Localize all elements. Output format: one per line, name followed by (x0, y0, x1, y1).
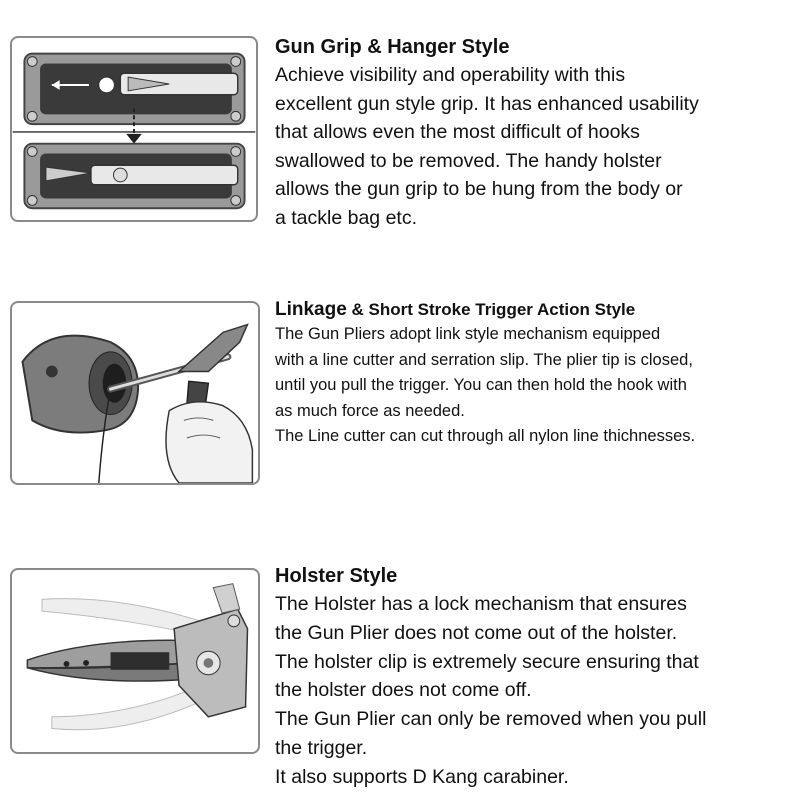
feature-line: the trigger. (275, 736, 368, 759)
fish-hook-removal-illustration (10, 301, 260, 485)
feature-line: It also supports D Kang carabiner. (275, 765, 569, 788)
feature-title: Holster Style (275, 565, 398, 587)
feature-title (275, 298, 795, 322)
feature-line: The Line cutter can cut through all nylon line thichnesses. (275, 427, 696, 445)
feature-line: excellent gun style grip. It has enhanced usability (275, 92, 699, 115)
feature-text (275, 562, 795, 792)
feature-title: Gun Grip & Hanger Style (275, 36, 510, 58)
feature-text (275, 33, 795, 232)
feature-line: Achieve visibility and operability with this (275, 64, 626, 86)
feature-line: The Gun Plier can only be removed when you pull (275, 708, 707, 731)
feature-line: The Holster has a lock mechanism that ensures (275, 593, 687, 615)
feature-line: The Gun Pliers adopt link style mechanism equipped (275, 325, 661, 343)
feature-linkage (0, 295, 800, 495)
feature-text (275, 298, 795, 450)
feature-holster (0, 560, 800, 790)
plier-jaws-illustration (10, 568, 260, 754)
feature-line: a tackle bag etc. (275, 206, 418, 229)
fish-hook-removal-icon (12, 303, 258, 483)
feature-line: the Gun Plier does not come out of the holster. (275, 621, 678, 644)
feature-line: allows the gun grip to be hung from the body or (275, 178, 683, 200)
feature-line: that allows even the most difficult of hooks (275, 121, 640, 143)
feature-gun-grip (0, 30, 800, 230)
feature-line: swallowed to be removed. The handy holster (275, 149, 662, 172)
holster-mount-icon (12, 38, 256, 220)
plier-jaws-icon (12, 570, 258, 752)
feature-line: The holster clip is extremely secure ensuring that (275, 650, 699, 673)
feature-line: the holster does not come off. (275, 679, 532, 702)
feature-line: until you pull the trigger. You can then hold the hook with (275, 376, 687, 394)
feature-title-sub: & Short Stroke Trigger Action Style (346, 300, 636, 319)
feature-line: with a line cutter and serration slip. The plier tip is closed, (275, 350, 693, 369)
feature-title-main: Linkage (275, 299, 347, 320)
holster-mount-illustration (10, 36, 258, 222)
feature-line: as much force as needed. (275, 401, 465, 420)
